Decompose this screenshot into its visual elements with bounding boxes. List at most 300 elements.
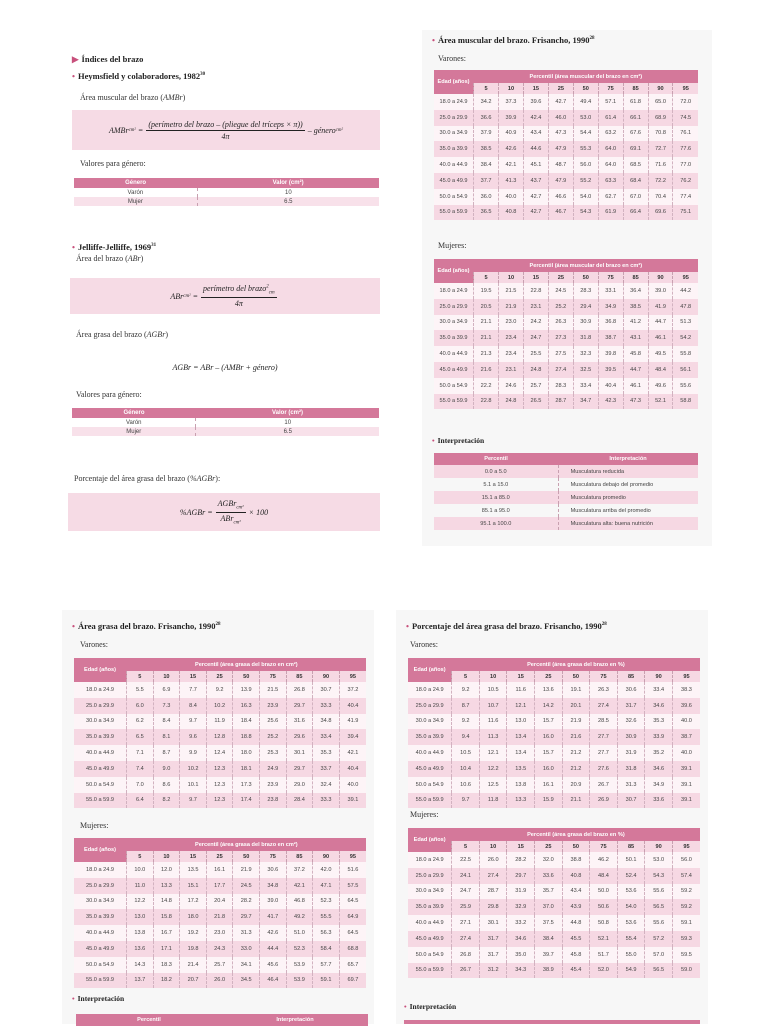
value-cell: 32.4 [313, 777, 340, 793]
value-cell: 24.8 [499, 394, 524, 410]
value-cell: 54.3 [573, 205, 598, 221]
valor-cell: 10 [284, 419, 292, 426]
value-cell: 52.4 [617, 868, 645, 884]
value-cell: 21.9 [233, 862, 260, 878]
value-cell: 57.0 [645, 947, 673, 963]
value-cell: 39.6 [672, 698, 700, 714]
value-cell: 28.2 [507, 852, 535, 868]
edad-header: Edad (años) [74, 838, 127, 862]
percentile-header: 90 [648, 272, 673, 283]
percentil-range-cell: 5.1 a 15.0 [434, 478, 558, 491]
table-row [408, 884, 700, 900]
value-cell: 29.7 [233, 909, 260, 925]
value-cell: 38.9 [535, 963, 563, 979]
age-range-cell: 25.0 a 29.9 [74, 878, 127, 894]
value-cell: 25.6 [260, 714, 287, 730]
value-cell: 33.0 [233, 941, 260, 957]
value-cell: 27.4 [548, 362, 573, 378]
value-cell: 65.7 [339, 957, 366, 973]
subsection-heymsfield: • Heymsfield y colaboradores, 1982$^{30}$ [72, 71, 206, 81]
age-range-cell: 35.0 a 39.9 [408, 729, 452, 745]
valor-cell: 6.5 [197, 197, 379, 206]
value-cell: 72.2 [648, 173, 673, 189]
value-cell: 52.3 [313, 894, 340, 910]
genero-header: Género [72, 408, 196, 418]
percentile-header: 10 [153, 671, 180, 682]
value-cell: 55.8 [673, 346, 698, 362]
value-cell: 30.7 [617, 793, 645, 809]
percentile-header: 25 [535, 671, 563, 682]
mujeres-label: Mujeres: [410, 810, 439, 819]
value-cell: 68.5 [623, 157, 648, 173]
value-cell: 49.5 [648, 346, 673, 362]
value-cell: 36.0 [474, 189, 499, 205]
value-cell: 49.4 [573, 94, 598, 110]
age-range-cell: 35.0 a 39.9 [74, 909, 127, 925]
age-range-cell: 45.0 a 49.9 [74, 761, 127, 777]
table-row [408, 963, 700, 979]
value-cell: 29.7 [286, 698, 313, 714]
percentil-range-cell: 0.0 a 5.0 [434, 465, 558, 478]
value-cell: 51.3 [673, 315, 698, 331]
value-cell: 31.8 [617, 761, 645, 777]
varones-label: Varones: [410, 640, 438, 649]
value-cell: 62.7 [598, 189, 623, 205]
value-cell: 66.1 [623, 110, 648, 126]
value-cell: 47.9 [548, 141, 573, 157]
value-cell: 49.2 [286, 909, 313, 925]
value-cell: 15.7 [535, 714, 563, 730]
age-range-cell: 30.0 a 34.9 [434, 126, 474, 142]
value-cell: 21.2 [562, 761, 590, 777]
value-cell: 71.6 [648, 157, 673, 173]
value-cell: 26.3 [590, 682, 618, 698]
value-cell: 32.6 [617, 714, 645, 730]
value-cell: 33.9 [645, 729, 673, 745]
value-cell: 23.0 [206, 925, 233, 941]
age-range-cell: 18.0 a 24.9 [408, 682, 452, 698]
value-cell: 18.4 [233, 714, 260, 730]
percentil-range-cell: 85.1 a 95.0 [434, 504, 558, 517]
table-row [74, 714, 366, 730]
value-cell: 55.0 [617, 947, 645, 963]
value-cell: 11.9 [206, 714, 233, 730]
value-cell: 6.5 [127, 729, 154, 745]
value-cell: 42.4 [523, 110, 548, 126]
value-cell: 12.4 [206, 745, 233, 761]
value-cell: 43.7 [523, 173, 548, 189]
age-range-cell: 40.0 a 44.9 [434, 346, 474, 362]
value-cell: 40.8 [499, 205, 524, 221]
value-cell: 8.4 [153, 714, 180, 730]
value-cell: 64.0 [598, 141, 623, 157]
table-row [434, 478, 698, 491]
percentile-header: 50 [233, 671, 260, 682]
percentile-header: 90 [313, 851, 340, 862]
value-cell: 52.3 [286, 941, 313, 957]
edad-header: Edad (años) [74, 658, 127, 682]
value-cell: 35.0 [507, 947, 535, 963]
area-grasa-varones-table [74, 658, 366, 808]
porcentaje-varones-table [408, 658, 700, 808]
value-cell: 21.4 [180, 957, 207, 973]
table-row [434, 299, 698, 315]
value-cell: 36.6 [474, 110, 499, 126]
table-row [434, 189, 698, 205]
ambr-formula: AMBr cm² = $\frac{\text{(perímetro del brazo – (pliegue del tríceps × π))}}{4\pi}$ – género cm² [72, 110, 380, 150]
varones-label: Varones: [438, 54, 466, 63]
percentile-header: 90 [645, 671, 673, 682]
value-cell: 26.9 [590, 793, 618, 809]
value-cell: 9.2 [206, 682, 233, 698]
value-cell: 30.6 [260, 862, 287, 878]
value-cell: 34.9 [645, 777, 673, 793]
value-cell: 33.6 [645, 793, 673, 809]
value-cell: 72.0 [673, 94, 698, 110]
age-range-cell: 30.0 a 34.9 [74, 894, 127, 910]
value-cell: 15.8 [153, 909, 180, 925]
age-range-cell: 55.0 a 59.9 [408, 963, 452, 979]
value-cell: 31.6 [286, 714, 313, 730]
value-cell: 45.5 [562, 931, 590, 947]
age-range-cell: 45.0 a 49.9 [434, 173, 474, 189]
value-cell: 6.9 [153, 682, 180, 698]
value-cell: 36.4 [623, 283, 648, 299]
value-cell: 38.3 [672, 682, 700, 698]
value-cell: 11.6 [479, 714, 507, 730]
porcentaje-mujeres-table [408, 828, 700, 978]
percentile-header: 90 [313, 671, 340, 682]
value-cell: 43.4 [523, 126, 548, 142]
interpretacion-cell: Musculatura promedio [558, 491, 698, 504]
value-cell: 34.7 [573, 394, 598, 410]
value-cell: 23.4 [499, 330, 524, 346]
percentile-header: 75 [598, 272, 623, 283]
page-porcentaje-area-grasa [396, 610, 708, 1024]
value-cell: 13.3 [507, 793, 535, 809]
value-cell: 7.1 [127, 745, 154, 761]
age-range-cell: 55.0 a 59.9 [434, 394, 474, 410]
value-cell: 41.2 [623, 315, 648, 331]
value-cell: 31.7 [479, 931, 507, 947]
value-cell: 22.5 [452, 852, 480, 868]
percentile-header: 15 [523, 83, 548, 94]
value-cell: 28.4 [286, 793, 313, 809]
value-cell: 7.0 [127, 777, 154, 793]
value-cell: 35.2 [645, 745, 673, 761]
value-cell: 26.8 [286, 682, 313, 698]
value-cell: 43.9 [562, 899, 590, 915]
percentile-header: 5 [474, 83, 499, 94]
value-cell: 17.3 [233, 777, 260, 793]
value-cell: 12.3 [206, 793, 233, 809]
percentile-header: 85 [286, 851, 313, 862]
value-cell: 76.2 [673, 173, 698, 189]
value-cell: 33.4 [313, 729, 340, 745]
value-cell: 26.0 [479, 852, 507, 868]
value-cell: 53.6 [617, 915, 645, 931]
value-cell: 25.9 [452, 899, 480, 915]
value-cell: 16.0 [535, 729, 563, 745]
value-cell: 34.8 [260, 878, 287, 894]
age-range-cell: 40.0 a 44.9 [74, 745, 127, 761]
interpretacion-cell: Musculatura debajo del promedio [570, 481, 654, 488]
table-row [434, 173, 698, 189]
value-cell: 32.9 [507, 899, 535, 915]
value-cell: 8.6 [153, 777, 180, 793]
value-cell: 10.2 [180, 761, 207, 777]
value-cell: 54.4 [573, 126, 598, 142]
value-cell: 43.1 [623, 330, 648, 346]
value-cell: 40.4 [339, 761, 366, 777]
value-cell: 53.0 [573, 110, 598, 126]
value-cell: 54.9 [617, 963, 645, 979]
interpretacion-header: Interpretación [222, 1014, 368, 1026]
percentile-header: 85 [286, 671, 313, 682]
value-cell: 25.3 [260, 745, 287, 761]
percentile-header: 5 [452, 841, 480, 852]
valor-cell: 10 [285, 189, 292, 196]
percentil-group-header: Percentil (área grasa del brazo en cm²) [127, 838, 366, 851]
age-range-cell: 50.0 a 54.9 [408, 947, 452, 963]
value-cell: 19.8 [180, 941, 207, 957]
area-grasa-mujeres-table [74, 838, 366, 988]
value-cell: 31.7 [617, 698, 645, 714]
value-cell: 53.9 [286, 957, 313, 973]
percentile-header: 75 [260, 851, 287, 862]
section-title-indices: ▶ Índices del brazo [72, 54, 144, 64]
value-cell: 15.7 [535, 745, 563, 761]
value-cell: 23.9 [260, 777, 287, 793]
value-cell: 25.2 [548, 299, 573, 315]
value-cell: 34.5 [233, 973, 260, 989]
table-row [74, 909, 366, 925]
value-cell: 16.7 [153, 925, 180, 941]
value-cell: 29.6 [286, 729, 313, 745]
value-cell: 26.5 [523, 394, 548, 410]
value-cell: 42.7 [523, 205, 548, 221]
value-cell: 40.4 [339, 698, 366, 714]
value-cell: 17.2 [180, 894, 207, 910]
value-cell: 21.5 [260, 682, 287, 698]
valores-genero-label: Valores para género: [80, 159, 146, 168]
value-cell: 34.6 [645, 761, 673, 777]
percentile-header: 50 [233, 851, 260, 862]
value-cell: 24.7 [523, 330, 548, 346]
value-cell: 26.7 [452, 963, 480, 979]
value-cell: 6.4 [127, 793, 154, 809]
value-cell: 33.3 [313, 698, 340, 714]
value-cell: 6.2 [127, 714, 154, 730]
percentile-header: 10 [479, 671, 507, 682]
value-cell: 35.7 [535, 884, 563, 900]
value-cell: 21.8 [206, 909, 233, 925]
value-cell: 27.3 [548, 330, 573, 346]
value-cell: 26.8 [452, 947, 480, 963]
table-row [408, 761, 700, 777]
value-cell: 42.1 [339, 745, 366, 761]
value-cell: 59.3 [672, 931, 700, 947]
table-row [434, 346, 698, 362]
value-cell: 18.3 [153, 957, 180, 973]
value-cell: 25.2 [260, 729, 287, 745]
value-cell: 28.7 [548, 394, 573, 410]
value-cell: 46.6 [548, 189, 573, 205]
value-cell: 25.7 [523, 378, 548, 394]
percentile-header: 50 [562, 841, 590, 852]
table-row [434, 330, 698, 346]
value-cell: 13.6 [127, 941, 154, 957]
value-cell: 21.1 [474, 330, 499, 346]
table-row [434, 491, 698, 504]
interp-title: • Interpretación [432, 436, 485, 445]
value-cell: 13.3 [153, 878, 180, 894]
value-cell: 45.6 [260, 957, 287, 973]
value-cell: 24.6 [499, 378, 524, 394]
value-cell: 26.3 [548, 315, 573, 331]
value-cell: 37.2 [286, 862, 313, 878]
value-cell: 39.8 [598, 346, 623, 362]
value-cell: 55.5 [313, 909, 340, 925]
value-cell: 14.3 [127, 957, 154, 973]
percentile-header: 85 [617, 671, 645, 682]
value-cell: 51.6 [339, 862, 366, 878]
table-row [408, 899, 700, 915]
value-cell: 19.2 [180, 925, 207, 941]
table-row [74, 878, 366, 894]
value-cell: 24.5 [548, 283, 573, 299]
value-cell: 24.1 [452, 868, 480, 884]
agbr-formula: AGBr = ABr – (AMBr + género) [70, 352, 380, 382]
value-cell: 70.4 [648, 189, 673, 205]
value-cell: 64.0 [598, 157, 623, 173]
value-cell: 21.1 [562, 793, 590, 809]
value-cell: 33.4 [645, 682, 673, 698]
age-range-cell: 35.0 a 39.9 [434, 141, 474, 157]
value-cell: 27.5 [548, 346, 573, 362]
table-row [74, 793, 366, 809]
value-cell: 21.5 [499, 283, 524, 299]
value-cell: 12.3 [206, 777, 233, 793]
value-cell: 41.7 [260, 909, 287, 925]
value-cell: 47.1 [313, 878, 340, 894]
value-cell: 55.2 [573, 173, 598, 189]
age-range-cell: 50.0 a 54.9 [408, 777, 452, 793]
value-cell: 15.9 [535, 793, 563, 809]
value-cell: 39.1 [339, 793, 366, 809]
value-cell: 50.1 [617, 852, 645, 868]
value-cell: 37.5 [535, 915, 563, 931]
value-cell: 68.8 [339, 941, 366, 957]
table-row [434, 394, 698, 410]
value-cell: 45.8 [562, 947, 590, 963]
value-cell: 70.8 [648, 126, 673, 142]
percentile-header: 10 [153, 851, 180, 862]
table-row [434, 517, 698, 530]
value-cell: 17.1 [153, 941, 180, 957]
value-cell: 9.2 [452, 714, 480, 730]
value-cell: 25.7 [206, 957, 233, 973]
value-cell: 9.7 [452, 793, 480, 809]
mujeres-label: Mujeres: [438, 241, 467, 250]
value-cell: 28.3 [548, 378, 573, 394]
value-cell: 27.4 [479, 868, 507, 884]
value-cell: 15.1 [180, 878, 207, 894]
table-row [408, 915, 700, 931]
value-cell: 32.3 [573, 346, 598, 362]
value-cell: 13.5 [180, 862, 207, 878]
value-cell: 33.2 [507, 915, 535, 931]
value-cell: 56.3 [313, 925, 340, 941]
age-range-cell: 45.0 a 49.9 [408, 761, 452, 777]
percentile-header: 90 [645, 841, 673, 852]
percentile-header: 95 [339, 851, 366, 862]
value-cell: 34.3 [507, 963, 535, 979]
value-cell: 42.3 [598, 394, 623, 410]
value-cell: 33.6 [535, 868, 563, 884]
table-row [408, 793, 700, 809]
table-row [408, 682, 700, 698]
age-range-cell: 55.0 a 59.9 [74, 793, 127, 809]
percentile-header: 15 [180, 671, 207, 682]
percentile-header: 25 [548, 83, 573, 94]
value-cell: 18.8 [233, 729, 260, 745]
table-row [74, 761, 366, 777]
value-cell: 21.1 [474, 315, 499, 331]
value-cell: 42.1 [286, 878, 313, 894]
value-cell: 8.1 [153, 729, 180, 745]
abr-label: Área del brazo (ABr) [76, 254, 144, 263]
value-cell: 21.6 [474, 362, 499, 378]
value-cell: 68.9 [648, 110, 673, 126]
value-cell: 47.3 [548, 126, 573, 142]
table-row [408, 868, 700, 884]
value-cell: 46.2 [590, 852, 618, 868]
value-cell: 7.4 [127, 761, 154, 777]
value-cell: 61.9 [598, 205, 623, 221]
value-cell: 57.7 [313, 957, 340, 973]
value-cell: 39.1 [672, 777, 700, 793]
value-cell: 10.0 [127, 862, 154, 878]
percentile-header: 95 [672, 671, 700, 682]
value-cell: 39.6 [523, 94, 548, 110]
value-cell: 53.9 [286, 973, 313, 989]
value-cell: 58.4 [313, 941, 340, 957]
ambr-label: Área muscular del brazo (AMBr) [80, 93, 186, 102]
edad-header: Edad (años) [434, 70, 474, 94]
value-cell: 57.4 [672, 868, 700, 884]
value-cell: 9.7 [180, 714, 207, 730]
value-cell: 46.0 [548, 110, 573, 126]
value-cell: 16.1 [206, 862, 233, 878]
value-cell: 39.1 [672, 793, 700, 809]
value-cell: 55.6 [645, 915, 673, 931]
value-cell: 28.7 [479, 884, 507, 900]
age-range-cell: 25.0 a 29.9 [408, 698, 452, 714]
value-cell: 12.1 [507, 698, 535, 714]
value-cell: 11.0 [127, 878, 154, 894]
value-cell: 64.9 [339, 909, 366, 925]
value-cell: 28.2 [233, 894, 260, 910]
value-cell: 23.9 [260, 698, 287, 714]
value-cell: 27.4 [590, 698, 618, 714]
interp-title: • Interpretación [404, 1002, 457, 1011]
interpretacion-cell: Musculatura arriba del promedio [570, 507, 651, 514]
value-cell: 30.1 [286, 745, 313, 761]
value-cell: 28.5 [590, 714, 618, 730]
age-range-cell: 50.0 a 54.9 [434, 189, 474, 205]
value-cell: 72.7 [648, 141, 673, 157]
